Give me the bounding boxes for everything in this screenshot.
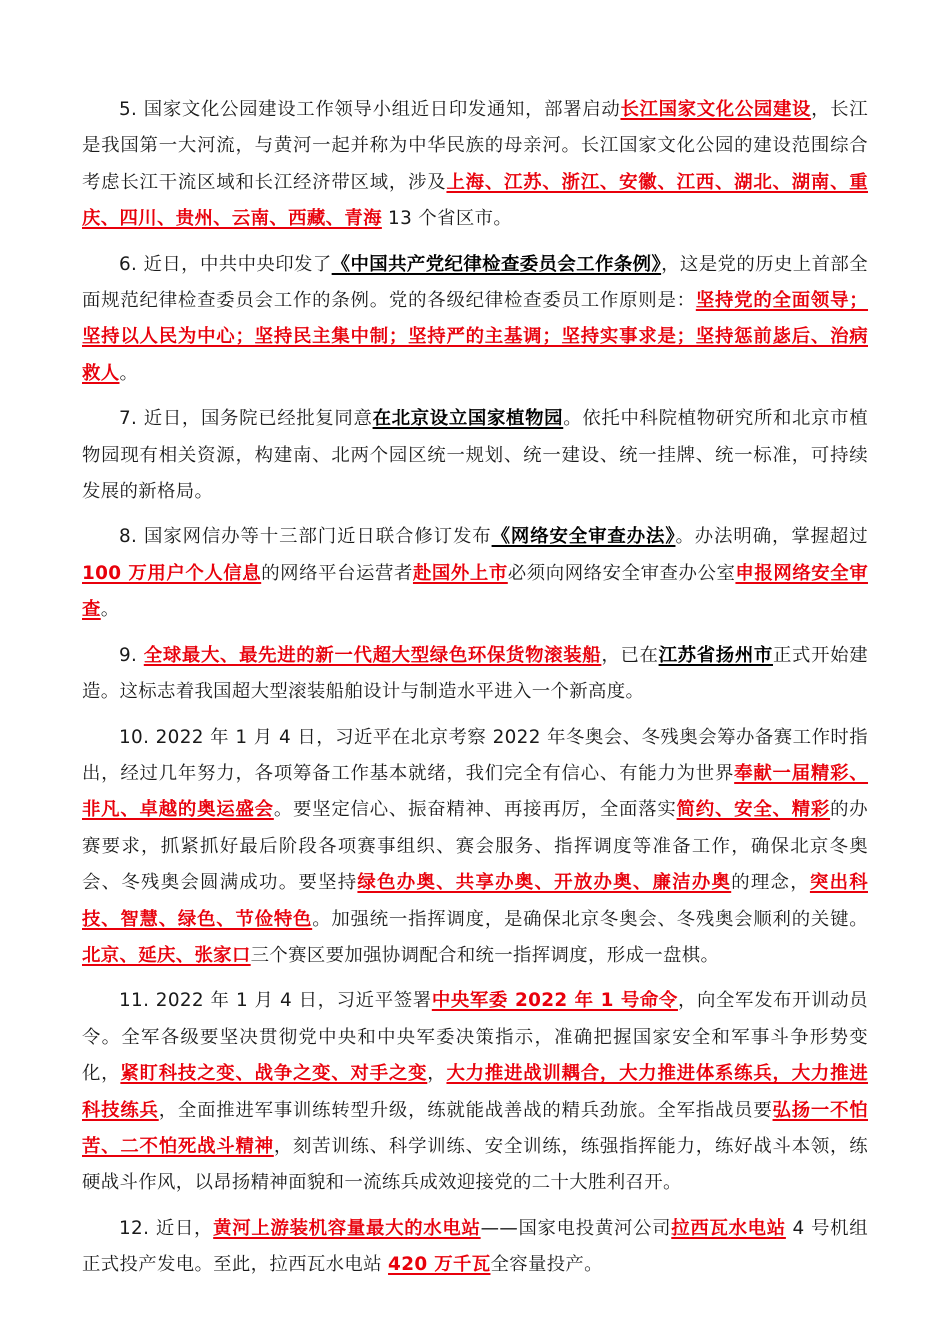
- body-text: 正式开始建造。这标志着我国超大型滚装船舶设计与制造水平进入一个新高度。: [82, 644, 868, 703]
- highlight-red-text: 100 万用户个人信息: [82, 562, 262, 584]
- body-text: 8. 国家网信办等十三部门近日联合修订发布: [119, 526, 492, 548]
- paragraph-11: [82, 983, 868, 1201]
- highlight-bold-text: 《中国共产党纪律检查委员会工作条例》: [331, 253, 662, 275]
- body-text: 11. 2022 年 1 月 4 日，习近平签署: [119, 990, 432, 1012]
- body-text: 9.: [119, 644, 144, 666]
- highlight-bold-text: 江苏省扬州市: [658, 644, 773, 666]
- paragraph-10: [82, 720, 868, 975]
- body-text: ，这是党的历史上首部全面规范纪律检查委员会工作的条例。党的各级纪律检查委员工作原则是：: [82, 253, 868, 312]
- paragraph-8: [82, 519, 868, 628]
- body-text: 。要坚定信心、振奋精神、再接再厉，全面落实: [273, 799, 677, 821]
- highlight-red-text: 长江国家文化公园建设: [620, 99, 812, 120]
- body-text: ，已在: [601, 644, 659, 666]
- body-text: ，长江是我国第一大河流，与黄河一起并称为中华民族的母亲河。长江国家文化公园的建设范围综合考虑长江干流区域和长江经济带区域，涉及: [82, 99, 868, 193]
- body-text: ，: [427, 1063, 447, 1085]
- body-text: ，全面推进军事训练转型升级，练就能战善战的精兵劲旅。全军指战员要: [158, 1099, 773, 1121]
- highlight-red-text: 奉献一届精彩、非凡、卓越的奥运盛会: [82, 762, 869, 821]
- body-text: 的理念，: [731, 872, 810, 894]
- paragraph-7: [82, 401, 868, 510]
- body-text: 。: [119, 362, 139, 384]
- highlight-red-text: 大力推进战训耦合，大力推进体系练兵，大力推进科技练兵: [82, 1063, 869, 1121]
- highlight-red-text: 拉西瓦水电站: [671, 1217, 786, 1239]
- body-text: 5. 国家文化公园建设工作领导小组近日印发通知，部署启动: [119, 99, 621, 120]
- body-text: 。加强统一指挥调度，是确保北京冬奥会、冬残奥会顺利的关键。: [312, 908, 869, 930]
- body-text: 。依托中科院植物研究所和北京市植物园现有相关资源，构建南、北两个园区统一规划、统一建设、统一挂牌、统一标准，可持续发展的新格局。: [82, 408, 868, 503]
- body-text: 的网络平台运营者: [261, 562, 413, 584]
- highlight-red-text: 简约、安全、精彩: [676, 799, 831, 821]
- body-text: ，刻苦训练、科学训练、安全训练，练强指挥能力，练好战斗本领，练硬战斗作风，以昂扬精神面貌和一流练兵成效迎接党的二十大胜利召开。: [82, 1135, 868, 1194]
- body-text: 三个赛区要加强协调配合和统一指挥调度，形成一盘棋。: [250, 944, 720, 966]
- paragraph-9: [82, 638, 868, 711]
- body-text: 10. 2022 年 1 月 4 日，习近平在北京考察 2022 年冬奥会、冬残奥会筹办备赛工作时指出，经过几年努力，各项筹备工作基本就绪，我们完全有信心、有能力为世界: [82, 726, 868, 784]
- highlight-bold-text: 在北京设立国家植物园: [372, 408, 564, 430]
- highlight-red-text: 中央军委 2022 年 1 号命令: [431, 990, 678, 1012]
- highlight-red-text: 全球最大、最先进的新一代超大型绿色环保货物滚装船: [143, 644, 602, 666]
- paragraph-12: [82, 1211, 868, 1284]
- highlight-red-text: 绿色办奥、共享办奥、开放办奥、廉洁办奥: [357, 872, 732, 894]
- body-text: ——国家电投黄河公司: [480, 1217, 672, 1239]
- highlight-red-text: 北京、延庆、张家口: [82, 944, 251, 966]
- paragraph-6: [82, 247, 868, 393]
- body-text: 全容量投产。: [490, 1254, 603, 1276]
- body-text: 12. 近日，: [119, 1217, 214, 1239]
- body-text: 必须向网络安全审查办公室: [507, 562, 736, 584]
- highlight-red-text: 赴国外上市: [412, 562, 508, 584]
- highlight-red-text: 黄河上游装机容量最大的水电站: [213, 1217, 481, 1239]
- highlight-red-text: 弘扬一不怕苦、二不怕死战斗精神: [82, 1099, 868, 1157]
- body-text: 。办法明确，掌握超过: [675, 526, 868, 548]
- body-text: 。: [100, 599, 120, 621]
- paragraph-5: [82, 92, 868, 238]
- body-text: 4 号机组正式投产发电。至此，拉西瓦水电站: [82, 1217, 868, 1276]
- highlight-bold-text: 《网络安全审查办法》: [491, 526, 676, 548]
- body-text: 7. 近日，国务院已经批复同意: [119, 408, 373, 430]
- highlight-red-text: 坚持党的全面领导；坚持以人民为中心；坚持民主集中制；坚持严的主基调；坚持实事求是；坚持惩前毖后、治病救人: [82, 290, 869, 384]
- highlight-red-text: 紧盯科技之变、战争之变、对手之变: [120, 1063, 428, 1085]
- body-text: ，向全军发布开训动员令。全军各级要坚决贯彻党中央和中央军委决策指示，准确把握国家安全和军事斗争形势变化，: [82, 990, 868, 1085]
- highlight-red-text: 420 万千瓦: [388, 1254, 491, 1276]
- highlight-red-text: 突出科技、智慧、绿色、节俭特色: [82, 872, 868, 930]
- body-text: 的办赛要求，抓紧抓好最后阶段各项赛事组织、赛会服务、指挥调度等准备工作，确保北京冬奥会、冬残奥会圆满成功。要坚持: [82, 799, 868, 894]
- highlight-red-text: 申报网络安全审查: [82, 562, 868, 621]
- body-text: 6. 近日，中共中央印发了: [119, 253, 332, 275]
- highlight-red-text: 上海、江苏、浙江、安徽、江西、湖北、湖南、重庆、四川、贵州、云南、西藏、青海: [82, 171, 869, 230]
- body-text: 13 个省区市。: [381, 208, 513, 230]
